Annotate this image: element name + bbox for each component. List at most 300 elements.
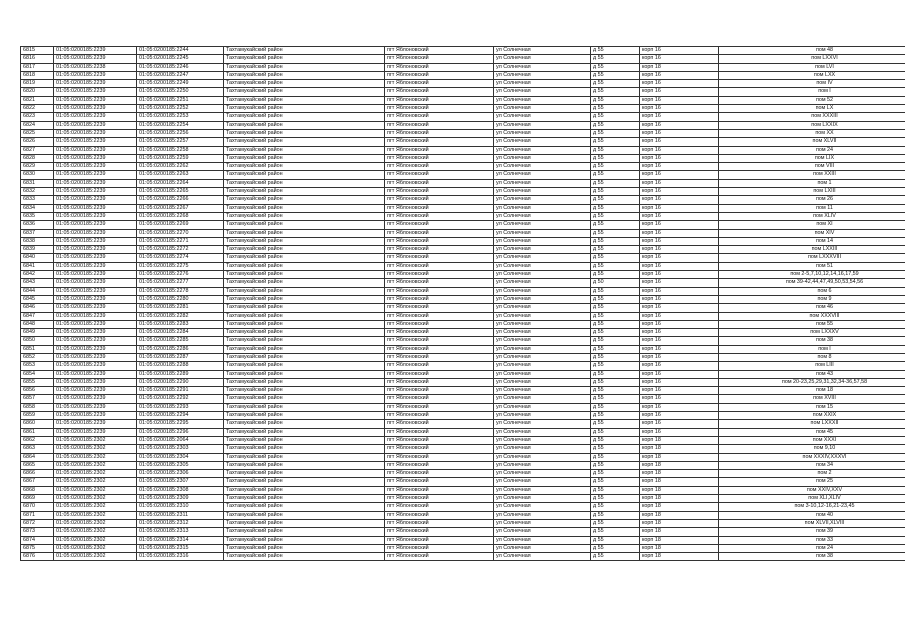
table-row	[21, 262, 905, 270]
house-cell: д 55	[591, 80, 640, 88]
row-number-cell: 6836	[21, 221, 54, 229]
settlement-cell: пгт Яблоновский	[385, 47, 494, 55]
cadastral-number-cell: 01:05:0200185:2253	[137, 113, 224, 121]
street-cell: ул Солнечная	[494, 295, 591, 303]
premises-cell: пом 39	[719, 528, 905, 536]
table-row	[21, 503, 905, 511]
cadastral-number-cell: 01:05:0200185:2315	[137, 544, 224, 552]
building-cell: корп 16	[640, 179, 719, 187]
row-number-cell: 6860	[21, 420, 54, 428]
row-number-cell: 6841	[21, 262, 54, 270]
district-cell: Тахтамукайский район	[224, 287, 385, 295]
house-cell: д 55	[591, 470, 640, 478]
settlement-cell: пгт Яблоновский	[385, 329, 494, 337]
settlement-cell: пгт Яблоновский	[385, 237, 494, 245]
table-row	[21, 71, 905, 79]
table-row	[21, 212, 905, 220]
row-number-cell: 6857	[21, 395, 54, 403]
table-row	[21, 237, 905, 245]
row-number-cell: 6868	[21, 486, 54, 494]
district-cell: Тахтамукайский район	[224, 279, 385, 287]
parent-cadastral-number-cell: 01:05:0200185:2239	[54, 212, 137, 220]
street-cell: ул Солнечная	[494, 553, 591, 561]
parent-cadastral-number-cell: 01:05:0200185:2239	[54, 221, 137, 229]
cadastral-number-cell: 01:05:0200185:2289	[137, 370, 224, 378]
table-row	[21, 295, 905, 303]
parent-cadastral-number-cell: 01:05:0200185:2239	[54, 262, 137, 270]
district-cell: Тахтамукайский район	[224, 412, 385, 420]
parent-cadastral-number-cell: 01:05:0200185:2239	[54, 237, 137, 245]
street-cell: ул Солнечная	[494, 237, 591, 245]
settlement-cell: пгт Яблоновский	[385, 221, 494, 229]
row-number-cell: 6831	[21, 179, 54, 187]
table-row	[21, 544, 905, 552]
house-cell: д 55	[591, 329, 640, 337]
house-cell: д 55	[591, 503, 640, 511]
street-cell: ул Солнечная	[494, 71, 591, 79]
district-cell: Тахтамукайский район	[224, 71, 385, 79]
settlement-cell: пгт Яблоновский	[385, 553, 494, 561]
table-row	[21, 47, 905, 55]
house-cell: д 55	[591, 121, 640, 129]
district-cell: Тахтамукайский район	[224, 337, 385, 345]
house-cell: д 55	[591, 96, 640, 104]
street-cell: ул Солнечная	[494, 370, 591, 378]
building-cell: корп 16	[640, 129, 719, 137]
row-number-cell: 6858	[21, 403, 54, 411]
row-number-cell: 6849	[21, 329, 54, 337]
cadastral-number-cell: 01:05:0200185:2282	[137, 312, 224, 320]
premises-cell: пом 1	[719, 179, 905, 187]
district-cell: Тахтамукайский район	[224, 229, 385, 237]
cadastral-number-cell: 01:05:0200185:2291	[137, 387, 224, 395]
street-cell: ул Солнечная	[494, 511, 591, 519]
district-cell: Тахтамукайский район	[224, 262, 385, 270]
row-number-cell: 6821	[21, 96, 54, 104]
house-cell: д 55	[591, 171, 640, 179]
building-cell: корп 16	[640, 320, 719, 328]
settlement-cell: пгт Яблоновский	[385, 271, 494, 279]
parent-cadastral-number-cell: 01:05:0200185:2239	[54, 254, 137, 262]
cadastral-number-cell: 01:05:0200185:2277	[137, 279, 224, 287]
settlement-cell: пгт Яблоновский	[385, 312, 494, 320]
premises-cell: пом 20-23,25,29,31,32,34-36,57,58	[719, 378, 905, 386]
parent-cadastral-number-cell: 01:05:0200185:2239	[54, 345, 137, 353]
row-number-cell: 6828	[21, 154, 54, 162]
street-cell: ул Солнечная	[494, 246, 591, 254]
row-number-cell: 6825	[21, 129, 54, 137]
cadastral-number-cell: 01:05:0200185:2307	[137, 478, 224, 486]
cadastral-number-cell: 01:05:0200185:2316	[137, 553, 224, 561]
row-number-cell: 6874	[21, 536, 54, 544]
street-cell: ул Солнечная	[494, 420, 591, 428]
row-number-cell: 6872	[21, 519, 54, 527]
house-cell: д 55	[591, 246, 640, 254]
settlement-cell: пгт Яблоновский	[385, 370, 494, 378]
parent-cadastral-number-cell: 01:05:0200185:2239	[54, 146, 137, 154]
house-cell: д 55	[591, 295, 640, 303]
building-cell: корп 16	[640, 295, 719, 303]
district-cell: Тахтамукайский район	[224, 420, 385, 428]
street-cell: ул Солнечная	[494, 254, 591, 262]
street-cell: ул Солнечная	[494, 395, 591, 403]
district-cell: Тахтамукайский район	[224, 378, 385, 386]
parent-cadastral-number-cell: 01:05:0200185:2239	[54, 154, 137, 162]
district-cell: Тахтамукайский район	[224, 436, 385, 444]
settlement-cell: пгт Яблоновский	[385, 295, 494, 303]
street-cell: ул Солнечная	[494, 138, 591, 146]
settlement-cell: пгт Яблоновский	[385, 544, 494, 552]
row-number-cell: 6820	[21, 88, 54, 96]
cadastral-number-cell: 01:05:0200185:2303	[137, 445, 224, 453]
district-cell: Тахтамукайский район	[224, 47, 385, 55]
premises-cell: пом XIV	[719, 229, 905, 237]
settlement-cell: пгт Яблоновский	[385, 96, 494, 104]
parent-cadastral-number-cell: 01:05:0200185:2239	[54, 312, 137, 320]
premises-cell: пом 51	[719, 262, 905, 270]
parent-cadastral-number-cell: 01:05:0200185:2302	[54, 544, 137, 552]
table-row	[21, 113, 905, 121]
settlement-cell: пгт Яблоновский	[385, 163, 494, 171]
premises-cell: пом 24	[719, 146, 905, 154]
row-number-cell: 6866	[21, 470, 54, 478]
street-cell: ул Солнечная	[494, 337, 591, 345]
district-cell: Тахтамукайский район	[224, 544, 385, 552]
settlement-cell: пгт Яблоновский	[385, 420, 494, 428]
settlement-cell: пгт Яблоновский	[385, 287, 494, 295]
parent-cadastral-number-cell: 01:05:0200185:2239	[54, 163, 137, 171]
building-cell: корп 18	[640, 63, 719, 71]
parent-cadastral-number-cell: 01:05:0200185:2239	[54, 105, 137, 113]
table-row	[21, 179, 905, 187]
table-row	[21, 553, 905, 561]
settlement-cell: пгт Яблоновский	[385, 320, 494, 328]
row-number-cell: 6840	[21, 254, 54, 262]
cadastral-number-cell: 01:05:0200185:2280	[137, 295, 224, 303]
building-cell: корп 16	[640, 204, 719, 212]
row-number-cell: 6869	[21, 495, 54, 503]
premises-cell: пом 26	[719, 196, 905, 204]
settlement-cell: пгт Яблоновский	[385, 304, 494, 312]
house-cell: д 55	[591, 105, 640, 113]
row-number-cell: 6822	[21, 105, 54, 113]
house-cell: д 55	[591, 221, 640, 229]
table-row	[21, 436, 905, 444]
building-cell: корп 16	[640, 312, 719, 320]
district-cell: Тахтамукайский район	[224, 461, 385, 469]
building-cell: корп 18	[640, 528, 719, 536]
row-number-cell: 6853	[21, 362, 54, 370]
district-cell: Тахтамукайский район	[224, 188, 385, 196]
settlement-cell: пгт Яблоновский	[385, 511, 494, 519]
premises-cell: пом 25	[719, 478, 905, 486]
house-cell: д 55	[591, 63, 640, 71]
street-cell: ул Солнечная	[494, 453, 591, 461]
table-row	[21, 337, 905, 345]
table-row	[21, 221, 905, 229]
street-cell: ул Солнечная	[494, 470, 591, 478]
premises-cell: пом XXIX	[719, 412, 905, 420]
street-cell: ул Солнечная	[494, 478, 591, 486]
district-cell: Тахтамукайский район	[224, 105, 385, 113]
premises-cell: пом 43	[719, 370, 905, 378]
settlement-cell: пгт Яблоновский	[385, 495, 494, 503]
street-cell: ул Солнечная	[494, 436, 591, 444]
parent-cadastral-number-cell: 01:05:0200185:2302	[54, 511, 137, 519]
row-number-cell: 6864	[21, 453, 54, 461]
street-cell: ул Солнечная	[494, 212, 591, 220]
table-row	[21, 320, 905, 328]
premises-cell: пом XVIII	[719, 395, 905, 403]
district-cell: Тахтамукайский район	[224, 519, 385, 527]
premises-cell: пом 39-42,44,47,49,50,53,54,56	[719, 279, 905, 287]
table-row	[21, 287, 905, 295]
building-cell: корп 16	[640, 412, 719, 420]
building-cell: корп 16	[640, 55, 719, 63]
table-row	[21, 511, 905, 519]
house-cell: д 55	[591, 262, 640, 270]
row-number-cell: 6815	[21, 47, 54, 55]
table-row	[21, 55, 905, 63]
settlement-cell: пгт Яблоновский	[385, 353, 494, 361]
settlement-cell: пгт Яблоновский	[385, 188, 494, 196]
building-cell: корп 16	[640, 221, 719, 229]
parent-cadastral-number-cell: 01:05:0200185:2239	[54, 47, 137, 55]
table-row	[21, 229, 905, 237]
table-row	[21, 146, 905, 154]
cadastral-number-cell: 01:05:0200185:2295	[137, 420, 224, 428]
table-row	[21, 188, 905, 196]
parent-cadastral-number-cell: 01:05:0200185:2302	[54, 478, 137, 486]
cadastral-number-cell: 01:05:0200185:2259	[137, 154, 224, 162]
row-number-cell: 6824	[21, 121, 54, 129]
building-cell: корп 16	[640, 146, 719, 154]
district-cell: Тахтамукайский район	[224, 320, 385, 328]
table-row	[21, 121, 905, 129]
cadastral-number-cell: 01:05:0200185:2245	[137, 55, 224, 63]
street-cell: ул Солнечная	[494, 271, 591, 279]
row-number-cell: 6847	[21, 312, 54, 320]
table-row	[21, 362, 905, 370]
table-row	[21, 428, 905, 436]
parent-cadastral-number-cell: 01:05:0200185:2239	[54, 412, 137, 420]
building-cell: корп 16	[640, 88, 719, 96]
table-row	[21, 453, 905, 461]
district-cell: Тахтамукайский район	[224, 403, 385, 411]
cadastral-number-cell: 01:05:0200185:2256	[137, 129, 224, 137]
district-cell: Тахтамукайский район	[224, 511, 385, 519]
row-number-cell: 6852	[21, 353, 54, 361]
parent-cadastral-number-cell: 01:05:0200185:2302	[54, 503, 137, 511]
premises-cell: пом XXXIII	[719, 113, 905, 121]
row-number-cell: 6838	[21, 237, 54, 245]
house-cell: д 55	[591, 461, 640, 469]
building-cell: корп 16	[640, 428, 719, 436]
table-row	[21, 254, 905, 262]
district-cell: Тахтамукайский район	[224, 212, 385, 220]
district-cell: Тахтамукайский район	[224, 478, 385, 486]
premises-cell: пом 2-5,7,10,12,14,16,17,59	[719, 271, 905, 279]
settlement-cell: пгт Яблоновский	[385, 337, 494, 345]
premises-cell: пом 3-10,12-16,21-23,45	[719, 503, 905, 511]
table-row	[21, 279, 905, 287]
street-cell: ул Солнечная	[494, 544, 591, 552]
row-number-cell: 6816	[21, 55, 54, 63]
table-body	[21, 47, 905, 561]
table-row	[21, 154, 905, 162]
premises-cell: пом 9	[719, 295, 905, 303]
parent-cadastral-number-cell: 01:05:0200185:2239	[54, 403, 137, 411]
settlement-cell: пгт Яблоновский	[385, 453, 494, 461]
parent-cadastral-number-cell: 01:05:0200185:2239	[54, 337, 137, 345]
row-number-cell: 6855	[21, 378, 54, 386]
cadastral-number-cell: 01:05:0200185:2250	[137, 88, 224, 96]
district-cell: Тахтамукайский район	[224, 271, 385, 279]
district-cell: Тахтамукайский район	[224, 121, 385, 129]
table-row	[21, 395, 905, 403]
parent-cadastral-number-cell: 01:05:0200185:2239	[54, 88, 137, 96]
building-cell: корп 16	[640, 121, 719, 129]
building-cell: корп 16	[640, 271, 719, 279]
row-number-cell: 6842	[21, 271, 54, 279]
building-cell: корп 16	[640, 254, 719, 262]
table-row	[21, 370, 905, 378]
row-number-cell: 6876	[21, 553, 54, 561]
house-cell: д 55	[591, 312, 640, 320]
building-cell: корп 18	[640, 436, 719, 444]
house-cell: д 55	[591, 412, 640, 420]
street-cell: ул Солнечная	[494, 121, 591, 129]
street-cell: ул Солнечная	[494, 304, 591, 312]
house-cell: д 55	[591, 146, 640, 154]
premises-cell: пом 15	[719, 403, 905, 411]
settlement-cell: пгт Яблоновский	[385, 403, 494, 411]
district-cell: Тахтамукайский район	[224, 395, 385, 403]
building-cell: корп 16	[640, 378, 719, 386]
house-cell: д 50	[591, 279, 640, 287]
street-cell: ул Солнечная	[494, 229, 591, 237]
premises-cell: пом 9,10	[719, 445, 905, 453]
settlement-cell: пгт Яблоновский	[385, 478, 494, 486]
row-number-cell: 6851	[21, 345, 54, 353]
street-cell: ул Солнечная	[494, 536, 591, 544]
district-cell: Тахтамукайский район	[224, 113, 385, 121]
house-cell: д 55	[591, 403, 640, 411]
house-cell: д 55	[591, 345, 640, 353]
street-cell: ул Солнечная	[494, 105, 591, 113]
district-cell: Тахтамукайский район	[224, 171, 385, 179]
street-cell: ул Солнечная	[494, 221, 591, 229]
district-cell: Тахтамукайский район	[224, 63, 385, 71]
district-cell: Тахтамукайский район	[224, 528, 385, 536]
building-cell: корп 16	[640, 196, 719, 204]
district-cell: Тахтамукайский район	[224, 146, 385, 154]
cadastral-number-cell: 01:05:0200185:2246	[137, 63, 224, 71]
premises-cell: пом XXXIV,XXXVI	[719, 453, 905, 461]
cadastral-number-cell: 01:05:0200185:2267	[137, 204, 224, 212]
premises-cell: пом LXXXII	[719, 420, 905, 428]
cadastral-number-cell: 01:05:0200185:2306	[137, 470, 224, 478]
premises-cell: пом 46	[719, 304, 905, 312]
settlement-cell: пгт Яблоновский	[385, 519, 494, 527]
district-cell: Тахтамукайский район	[224, 353, 385, 361]
settlement-cell: пгт Яблоновский	[385, 528, 494, 536]
settlement-cell: пгт Яблоновский	[385, 387, 494, 395]
street-cell: ул Солнечная	[494, 63, 591, 71]
house-cell: д 55	[591, 129, 640, 137]
house-cell: д 55	[591, 536, 640, 544]
row-number-cell: 6870	[21, 503, 54, 511]
street-cell: ул Солнечная	[494, 113, 591, 121]
building-cell: корп 18	[640, 503, 719, 511]
row-number-cell: 6826	[21, 138, 54, 146]
building-cell: корп 18	[640, 461, 719, 469]
street-cell: ул Солнечная	[494, 378, 591, 386]
table-row	[21, 88, 905, 96]
parent-cadastral-number-cell: 01:05:0200185:2239	[54, 353, 137, 361]
street-cell: ул Солнечная	[494, 503, 591, 511]
district-cell: Тахтамукайский район	[224, 428, 385, 436]
premises-cell: пом LIII	[719, 362, 905, 370]
settlement-cell: пгт Яблоновский	[385, 113, 494, 121]
district-cell: Тахтамукайский район	[224, 179, 385, 187]
house-cell: д 55	[591, 287, 640, 295]
table-row	[21, 63, 905, 71]
settlement-cell: пгт Яблоновский	[385, 171, 494, 179]
row-number-cell: 6823	[21, 113, 54, 121]
table-row	[21, 536, 905, 544]
cadastral-number-cell: 01:05:0200185:2251	[137, 96, 224, 104]
district-cell: Тахтамукайский район	[224, 345, 385, 353]
building-cell: корп 16	[640, 138, 719, 146]
premises-cell: пом LX	[719, 105, 905, 113]
premises-cell: пом XXXI	[719, 436, 905, 444]
settlement-cell: пгт Яблоновский	[385, 378, 494, 386]
settlement-cell: пгт Яблоновский	[385, 88, 494, 96]
settlement-cell: пгт Яблоновский	[385, 254, 494, 262]
house-cell: д 55	[591, 478, 640, 486]
building-cell: корп 18	[640, 536, 719, 544]
street-cell: ул Солнечная	[494, 88, 591, 96]
premises-cell: пом 6	[719, 287, 905, 295]
house-cell: д 55	[591, 495, 640, 503]
street-cell: ул Солнечная	[494, 146, 591, 154]
district-cell: Тахтамукайский район	[224, 495, 385, 503]
table-row	[21, 345, 905, 353]
house-cell: д 55	[591, 196, 640, 204]
building-cell: корп 16	[640, 387, 719, 395]
row-number-cell: 6848	[21, 320, 54, 328]
parent-cadastral-number-cell: 01:05:0200185:2239	[54, 279, 137, 287]
house-cell: д 55	[591, 544, 640, 552]
house-cell: д 55	[591, 188, 640, 196]
premises-cell: пом I	[719, 345, 905, 353]
parent-cadastral-number-cell: 01:05:0200185:2239	[54, 362, 137, 370]
premises-cell: пом I	[719, 88, 905, 96]
settlement-cell: пгт Яблоновский	[385, 71, 494, 79]
parent-cadastral-number-cell: 01:05:0200185:2302	[54, 536, 137, 544]
district-cell: Тахтамукайский район	[224, 80, 385, 88]
cadastral-number-cell: 01:05:0200185:2293	[137, 403, 224, 411]
premises-cell: пом LXX	[719, 71, 905, 79]
cadastral-number-cell: 01:05:0200185:2294	[137, 412, 224, 420]
cadastral-number-cell: 01:05:0200185:2278	[137, 287, 224, 295]
building-cell: корп 18	[640, 511, 719, 519]
table-row	[21, 403, 905, 411]
parent-cadastral-number-cell: 01:05:0200185:2239	[54, 179, 137, 187]
street-cell: ул Солнечная	[494, 403, 591, 411]
row-number-cell: 6832	[21, 188, 54, 196]
